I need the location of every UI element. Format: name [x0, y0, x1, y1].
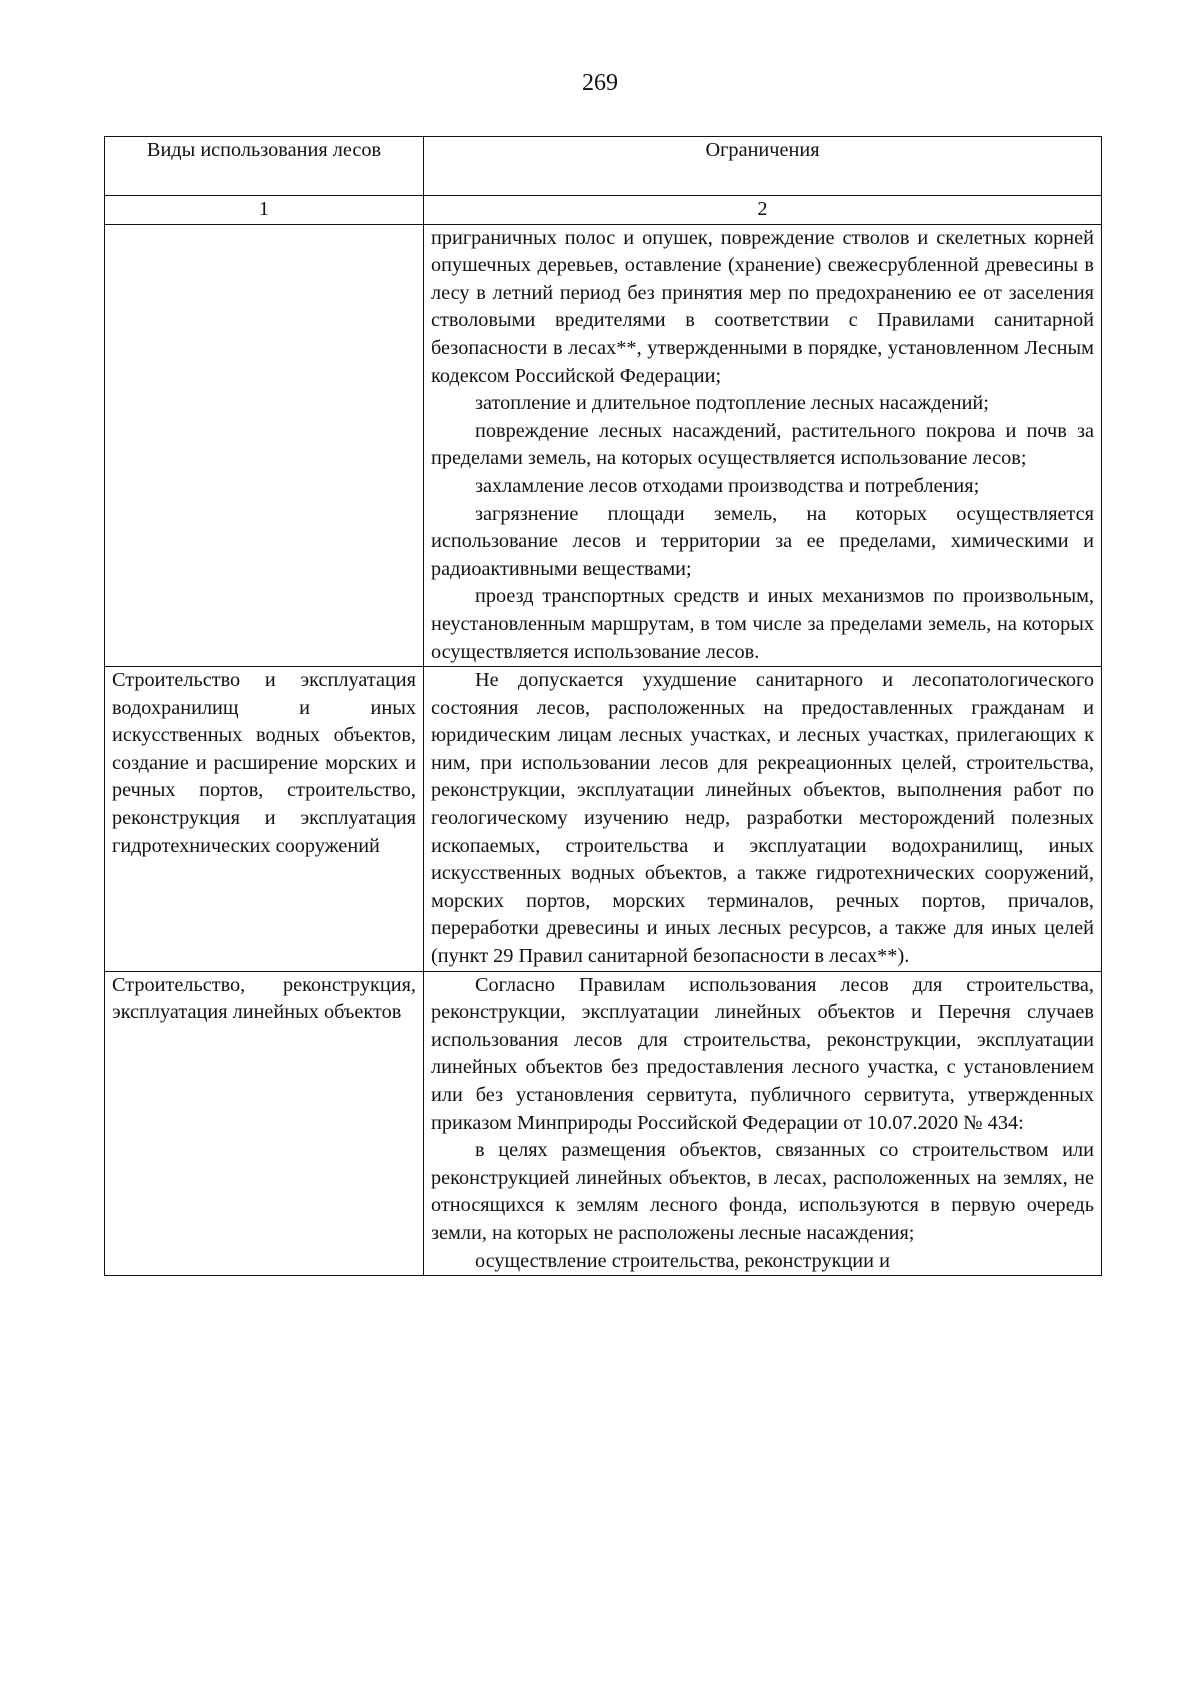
restriction-paragraph: в целях размещения объектов, связанных со строительством или реконструкцией линейных объектов, в лесах, расположенных на землях, не относящихся к землям лесного фонда, используются в первую очередь земли, на которых не расположены лесные насаждения;	[431, 1139, 1094, 1244]
column-number-row	[105, 196, 1102, 225]
restrictions-cell	[424, 667, 1102, 972]
forest-use-type-cell: Строительство, реконструкция, эксплуатация линейных объектов	[105, 971, 424, 1276]
table-row	[105, 971, 1102, 1276]
column-number-2: 2	[424, 196, 1102, 225]
page-number: 269	[582, 70, 618, 96]
restriction-paragraph: захламление лесов отходами производства и потребления;	[475, 474, 980, 497]
header-restrictions: Ограничения	[424, 137, 1102, 196]
restriction-paragraph: приграничных полос и опушек, повреждение стволов и скелетных корней опушечных деревьев, оставление (хранение) свежесрубленной древесины в лесу в летний период без принятия мер по предохранению ее от заселения стволовыми вредителями в соответствии с Правилами санитарной безопасности в лесах**, утвержденными в порядке, установленном Лесным кодексом Российской Федерации;	[431, 226, 1094, 387]
forest-use-type-cell: Строительство и эксплуатация водохранилищ и иных искусственных водных объектов, создание и расширение морских и речных портов, строительство, реконструкция и эксплуатация гидротехнических сооружений	[105, 667, 424, 972]
header-forest-use-types: Виды использования лесов	[105, 137, 424, 196]
restriction-paragraph: Согласно Правилам использования лесов для строительства, реконструкции, эксплуатации линейных объектов и Перечня случаев использования лесов для строительства, реконструкции, эксплуатации линейных объектов без предоставления лесного участка, с установлением или без установления сервитута, публичного сервитута, утвержденных приказом Минприроды Российской Федерации от 10.07.2020 № 434:	[431, 973, 1094, 1134]
restriction-paragraph: затопление и длительное подтопление лесных насаждений;	[475, 392, 989, 415]
forest-use-type-cell	[105, 224, 424, 667]
restriction-paragraph: загрязнение площади земель, на которых осуществляется использование лесов и территории за ее пределами, химическими и радиоактивными веществами;	[431, 502, 1094, 580]
restriction-paragraph: проезд транспортных средств и иных механизмов по произвольным, неустановленным маршрутам, в том числе за пределами земель, на которых осуществляется использование лесов.	[431, 585, 1094, 663]
restrictions-cell	[424, 224, 1102, 667]
restrictions-table	[104, 136, 1102, 1276]
restriction-paragraph: повреждение лесных насаждений, растительного покрова и почв за пределами земель, на которых осуществляется использование лесов;	[431, 419, 1094, 470]
table-row	[105, 224, 1102, 667]
restriction-paragraph: осуществление строительства, реконструкции и	[475, 1249, 890, 1272]
restriction-paragraph: Не допускается ухудшение санитарного и лесопатологического состояния лесов, расположенных на предоставленных гражданам и юридическим лицам лесных участках, и лесных участках, прилегающих к ним, при использовании лесов для рекреационных целей, строительства, реконструкции, эксплуатации линейных объектов, выполнения работ по геологическому изучению недр, разработки месторождений полезных ископаемых, строительства и эксплуатации водохранилищ, иных искусственных водных объектов, а также гидротехнических сооружений, морских портов, морских терминалов, речных портов, причалов, переработки древесины и иных лесных ресурсов, а также для иных целей (пункт 29 Правил санитарной безопасности в лесах**).	[431, 669, 1094, 968]
table-row	[105, 667, 1102, 972]
column-number-1: 1	[105, 196, 424, 225]
restrictions-cell	[424, 971, 1102, 1276]
table-header-row	[105, 137, 1102, 196]
